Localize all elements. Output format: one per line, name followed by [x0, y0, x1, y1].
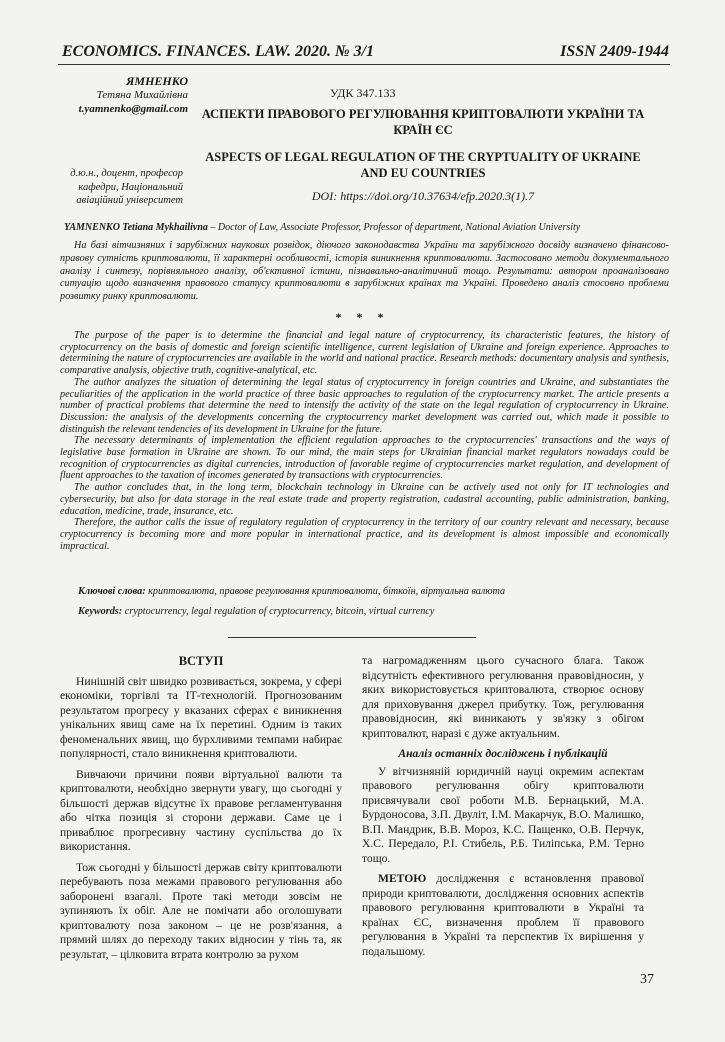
abstract-english-paragraph: The necessary determinants of implementation the efficient regulation approaches to the cryptocurrencies' transactions and the ways of legislative base formation in Ukraine are shown. To our mind, the main steps for Ukrainian financial market regulators nowadays could be recognition of cryptocurrencies as digital currencies, introduction of favorable regime of cryptocurrencies market regulation, and development of fluent approaches to the taxation of incomes generated by transactions with cryptocurrencies.: [60, 435, 669, 482]
doi: DOI: https://doi.org/10.37634/efp.2020.3(1).7: [311, 189, 535, 203]
body-paragraph: Тож сьогодні у більшості держав світу криптовалюти перебувають поза межами правового регулювання або заборонені взагалі. Проте такі методи зовсім не зупиняють їх обіг. Але не помічати або оголошувати криптовалюту поза законом – це не розв'язання, а прямий шлях до переходу таких відносин у тінь та, як результат, – цілковита втрата контролю за рухом: [60, 860, 342, 961]
keywords-ukrainian-label: Ключові слова:: [78, 586, 146, 597]
abstract-english-paragraph: Therefore, the author calls the issue of regulatory regulation of cryptocurrency in the territory of our country relevant and necessary, because cryptocurrency is becoming more and more popular in international practice, and its development is almost impossible and economically impractical.: [60, 517, 669, 552]
author-english-credentials: – Doctor of Law, Associate Professor, Professor of department, National Aviation University: [207, 222, 581, 233]
purpose-lead: МЕТОЮ: [378, 872, 427, 885]
keywords-english-label: Keywords:: [78, 606, 123, 617]
title-ukrainian: АСПЕКТИ ПРАВОВОГО РЕГУЛЮВАННЯ КРИПТОВАЛЮТИ УКРАЇНИ ТА КРАЇН ЄС: [201, 107, 645, 137]
abstract-english: [60, 330, 669, 552]
author-name: Тетяна Михайлівна: [96, 89, 188, 101]
purpose-text: дослідження є встановлення правової природи криптовалюти, дослідження основних аспектів правового регулювання криптовалюти в Україні та країнах ЄС, визначення проблем її правового регулювання в Україні та перспектив їх вирішення у подальшому.: [362, 872, 644, 958]
body-divider: [228, 637, 476, 638]
journal-title: ECONOMICS. FINANCES. LAW. 2020. № 3/1: [62, 43, 375, 60]
body-paragraph: та нагромадженням цього сучасного блага. Також відсутність ефективного регулювання правовідносин, у яких використовується криптовалюта, створює основу для приховування джерел прибутку. Тож, регулювання правовідносин, які виникають у зв'язку з обігом криптовалют, наразі є дуже актуальним.: [362, 654, 644, 740]
body-paragraph: Вивчаючи причини появи віртуальної валюти та криптовалюти, необхідно звернути увагу, що сьогодні у більшості держав відсутнє їх правове регламентування або чітка позиція зі сторони держави. Саме це і приваблює прогресивну частину суспільства до їх використання.: [60, 767, 342, 853]
author-surname: ЯМНЕНКО: [126, 74, 188, 88]
purpose-paragraph: [362, 872, 644, 959]
abstract-ukrainian-text: На базі вітчизняних і зарубіжних наукових розвідок, діючого законодавства України та зарубіжного досвіду визначено фінансово-правову сутність криптовалюти, її характерні особливості, історія виникнення криптовалюти. Застосовано методи документального аналізу і синтезу, порівняльного аналізу, об'єктивної істини, пізнавально-аналітичний тощо. Результати: автором проаналізовано ситуацію щодо визначення правового статусу криптовалюти в зарубіжних країнах та Україні. Проведено аналіз стосовно проблеми розвитку ринку криптовалюти.: [60, 240, 669, 303]
abstract-english-paragraph: The purpose of the paper is to determine the financial and legal nature of cryptocurrency, its characteristic features, the history of cryptocurrency on the basis of domestic and foreign scientific intelligence, current legislation of Ukraine and foreign experience. Approaches to determining the nature of cryptocurrencies are available in the world and national practice. Research methods: documentary analysis and synthesis, comparative analysis, objective truth, cognitive-analytical, etc.: [60, 330, 669, 377]
udk-code: УДК 347.133: [330, 86, 396, 100]
keywords-ukrainian-text: криптовалюта, правове регулювання криптовалюти, біткоїн, віртуальна валюта: [145, 586, 506, 597]
running-header: [62, 43, 669, 61]
analysis-heading: Аналіз останніх досліджень і публікацій: [398, 747, 608, 760]
keywords-english: [78, 606, 669, 617]
author-block: [58, 74, 188, 116]
issn: ISSN 2409-1944: [560, 43, 669, 60]
author-email: t.yamnenko@gmail.com: [78, 103, 188, 115]
body-paragraph: Нинішній світ швидко розвивається, зокрема, у сфері економіки, торгівлі та ІТ-технологій. Прогнозованим результатом прогресу у вказаних сферах є виникнення унікальних явищ саме на їх перетині. Одним із таких феноменальних явищ, що бурхливими темпами набирає популярності, стало виникнення криптовалюти.: [60, 674, 342, 760]
page-number: 37: [640, 972, 654, 987]
author-english-line: [64, 222, 669, 233]
body-column-right: [362, 654, 644, 965]
header-rule: [58, 64, 670, 65]
intro-heading: ВСТУП: [178, 654, 224, 668]
author-english-name: YAMNENKO Tetiana Mykhailivna: [64, 222, 208, 233]
abstract-english-paragraph: The author concludes that, in the long term, blockchain technology in Ukraine can be actively used not only for IT technologies and cybersecurity, but also for data storage in the real estate trade and property registration, cadastral accounting, public administration, banking, education, medicine, trade, insurance, etc.: [60, 482, 669, 517]
section-separator: * * *: [335, 310, 390, 324]
author-affiliation: д.ю.н., доцент, професор кафедри, Національний авіаційний університет: [70, 168, 183, 206]
title-english: ASPECTS OF LEGAL REGULATION OF THE CRYPTUALITY OF UKRAINE AND EU COUNTRIES: [205, 150, 641, 180]
body-column-left: [60, 654, 342, 968]
keywords-ukrainian: [78, 586, 669, 597]
keywords-english-text: cryptocurrency, legal regulation of cryptocurrency, bitcoin, virtual currency: [122, 606, 435, 617]
abstract-english-paragraph: The author analyzes the situation of determining the legal status of cryptocurrency in foreign countries and Ukraine, and substantiates the peculiarities of the application in the world practice of three basic approaches to regulation of the cryptocurrency market. The article presents a number of practical problems that determine the need to intensify the activity of the state on the legal regulation of cryptocurrency in Ukraine. Discussion: the analysis of the developments concerning the cryptocurrency market development was carried out, which made it possible to distinguish the relevant tendencies of its development in Ukraine for the future.: [60, 376, 669, 435]
abstract-ukrainian: [60, 240, 669, 304]
body-paragraph: У вітчизняній юридичній науці окремим аспектам правового регулювання обігу криптовалюти присвячували свої роботи М.В. Бернацький, М.А. Бурдоносова, З.П. Двуліт, І.М. Макарчук, В.О. Малишко, В.П. Мандрик, В.В. Мороз, К.С. Пащенко, О.В. Перчук, Х.С. Передало, Р.І. Стибель, Р.Б. Тилiпська, Р.М. Терно тощо.: [362, 764, 644, 865]
